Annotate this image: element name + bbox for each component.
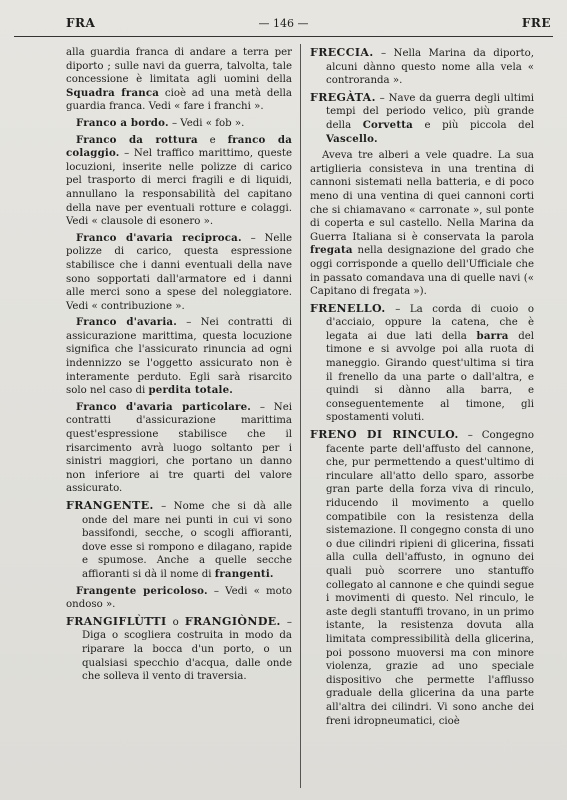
dictionary-entry [66, 615, 292, 684]
entry-text: – Nella Marina da diporto, alcuni dànno questo nome alla vela « controranda ». [326, 48, 534, 87]
entry-text: o [166, 616, 185, 628]
entry-text: Aveva tre alberi a vele quadre. La sua artiglieria consisteva in una trentina di cannoni sistemati nella batteria, e di poco meno di una ventina di quei cannoni corti che si chiamavano « carronate », sul ponte di coperta e sul castello. Nella Marina da Guerra Italiana si è conservata la parola [310, 150, 534, 243]
entry-subheadword: Franco da rottura [76, 133, 198, 146]
entry-text: – Nelle polizze di carico, questa espressione stabilisce che i danni eventuali della nave sono sopportati dall'armatore ed i danni alle merci sono a spese del noleggiatore. Vedi « contribuzione ». [66, 232, 293, 312]
bold-term: Vascello. [326, 132, 378, 145]
entry-text: – Nel traffico marittimo, queste locuzioni, inserite nelle polizze di carico pel trasporto di merci fragili e di liquidi, annullano la responsabilità del capitano della nave per eventuali rotture e colaggi. Vedi « clausole di esonero ». [66, 148, 292, 228]
entry-text: – Nome che si dà alle onde del mare nei punti in cui vi sono bassifondi, secche, o scogli affioranti, dove esse si rompono e dilagano, rapide e spumose. Anche a quelle secche affioranti si dà il nome di [82, 501, 292, 580]
entry-headword: FRANGIFLÙTTI [66, 614, 167, 628]
entry-text: cioè ad una metà della guardia franca. Vedi « fare i franchi ». [66, 87, 292, 113]
dictionary-entry [310, 302, 534, 425]
bold-term: perdita totale. [148, 384, 234, 397]
entry-subheadword: Franco d'avaria reciproca. [76, 231, 242, 244]
entry-text: e più piccola del [412, 119, 534, 131]
left-column [66, 46, 292, 687]
entry-subheadword: franco da colaggio. [66, 133, 293, 160]
entry-headword: FREGÀTA. [310, 90, 376, 104]
entry-headword: FRANGENTE. [66, 499, 154, 512]
page-header [14, 12, 553, 37]
dictionary-entry [66, 401, 292, 496]
entry-subheadword: Frangente pericoloso. [76, 584, 208, 597]
dictionary-entry [66, 46, 292, 114]
entry-subheadword: Franco d'avaria. [76, 316, 177, 329]
column-divider [300, 44, 301, 788]
dictionary-entry [66, 232, 292, 314]
entry-text: – La corda di cuoio o d'acciaio, oppure la catena, che è legata ai due lati della [326, 303, 534, 342]
dictionary-entry [66, 117, 292, 131]
dictionary-entry [310, 91, 534, 146]
dictionary-entry [66, 134, 292, 229]
entry-text: – Nei contratti d'assicurazione marittima quest'espressione stabilisce che il risarcimento avrà luogo soltanto per i sinistri maggiori, che portano un danno non inferiore ai tre quarti del valore assicurato. [66, 401, 292, 495]
entry-text: nella designazione del grado che oggi corrisponde a quello dell'Ufficiale che in passato comandava una di quelle navi (« Capitano di fregata »). [310, 245, 534, 298]
entry-headword: FRECCIA. [310, 46, 374, 59]
entry-text: – Congegno facente parte dell'affusto del cannone, che, pur permettendo a quest'ultimo di rinculare all'atto dello sparo, assorbe gran parte della forza viva di rinculo, riducendo il movimento a quello compatibile con la resistenza della sistemazione. Il congegno consta di uno o due cilindri ripieni di glicerina, fissati alla culla dell'affusto, in ognuno dei quali può scorrere uno stantuffo collegato al cannone e che quindi segue i movimenti di questo. Nel rinculo, le aste degli stantuffi trovano, in un primo istante, la resistenza dovuta alla limitata compressibilità della glicerina, poi possono muoversi ma con minore violenza, grazie ad uno speciale dispositivo che permette l'afflusso graduale della glicerina da una parte all'altra dei cilindri. Vi sono anche dei freni idropneumatici, cioè [326, 430, 535, 727]
right-column [310, 46, 534, 731]
entry-text: e [197, 134, 228, 146]
entry-text: – Nave da guerra degli ultimi tempi del periodo velico, più grande della [326, 92, 534, 131]
entry-text: – Nei contratti di assicurazione marittima, questa locuzione significa che l'assicurato rinuncia ad ogni indennizzo se l'oggetto assicurato non è interamente perduto. Egli sarà risarcito solo nel caso di [66, 317, 292, 397]
entry-text: alla guardia franca di andare a terra per diporto ; sulle navi da guerra, talvolta, tale concessione è limitata agli uomini della [66, 47, 292, 86]
dictionary-entry [310, 149, 534, 299]
entry-headword: FRENO DI RINCULO. [310, 428, 459, 442]
bold-term: frangenti. [214, 567, 274, 580]
dictionary-entry [66, 316, 292, 398]
dictionary-entry [66, 585, 292, 612]
header-left-guide-word: FRA [66, 16, 96, 30]
header-right-guide-word: FRE [521, 16, 551, 30]
dictionary-entry [310, 46, 534, 88]
entry-text: del timone e si avvolge poi alla ruota di maneggio. Girando quest'ultima si tira il frenello da una parte o dall'altra, e quindi si dànno alla barra, e conseguentemente al timone, gli spostamenti voluti. [326, 330, 535, 424]
entry-headword: FRENELLO. [310, 301, 386, 315]
entry-headword: FRANGIÒNDE. [184, 614, 281, 628]
page-number: — 146 — [258, 17, 309, 30]
bold-term: fregata [310, 244, 353, 257]
bold-term: barra [476, 329, 509, 342]
entry-text: – Diga o scogliera costruita in modo da riparare la bocca d'un porto, o un qualsiasi specchio d'acqua, dalle onde che solleva il vento di traversia. [82, 616, 292, 683]
bold-term: Squadra franca [66, 86, 160, 99]
entry-subheadword: Franco d'avaria particolare. [76, 400, 252, 413]
entry-text: – Vedi « fob ». [168, 117, 245, 129]
dictionary-entry [66, 499, 292, 582]
dictionary-entry [310, 428, 534, 728]
entry-subheadword: Franco a bordo. [76, 116, 169, 129]
entry-text: – Vedi « moto ondoso ». [66, 585, 292, 611]
bold-term: Corvetta [362, 118, 413, 131]
